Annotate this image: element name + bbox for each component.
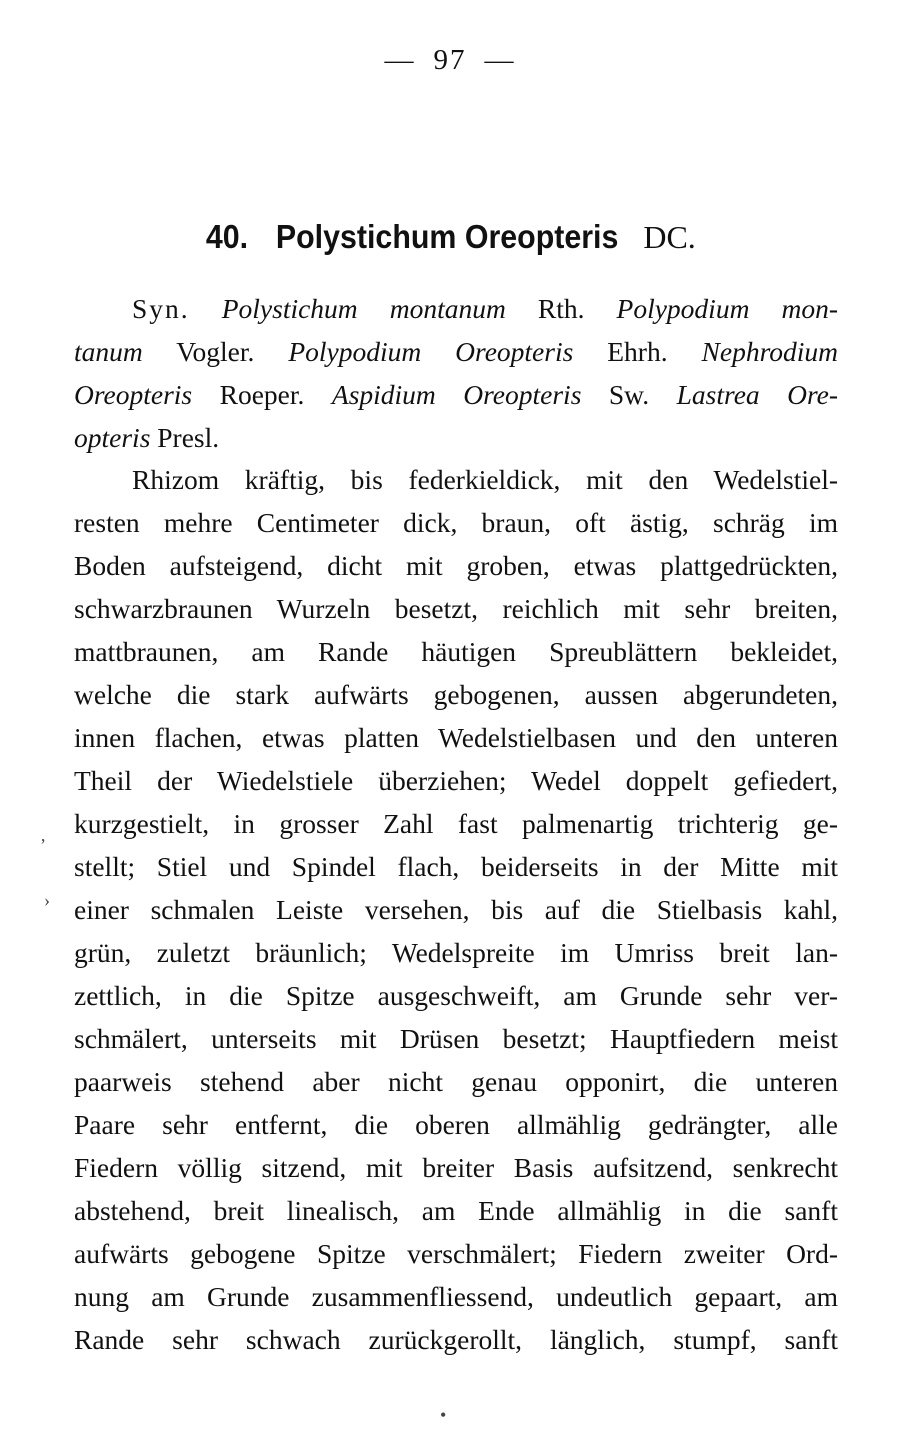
speck-mark: • (440, 1405, 447, 1425)
description-line: welche die stark aufwärts gebogenen, aussen abgerundeten, (74, 679, 838, 710)
description-line: schwarzbraunen Wurzeln besetzt, reichlich mit sehr breiten, (74, 593, 838, 624)
synonym-author: Presl. (157, 422, 220, 453)
synonym-name: Polystichum montanum (221, 293, 506, 324)
description-paragraph (74, 458, 838, 1361)
description-line: Fiedern völlig sitzend, mit breiter Basis aufsitzend, senkrecht (74, 1152, 838, 1183)
synonym-author: Rth. (537, 293, 585, 324)
description-line: abstehend, breit linealisch, am Ende allmählig in die sanft (74, 1195, 838, 1226)
dash-left: — (384, 44, 416, 76)
description-line: einer schmalen Leiste versehen, bis auf die Stielbasis kahl, (74, 894, 838, 925)
synonyms-paragraph (74, 287, 838, 459)
description-line: mattbraunen, am Rande häutigen Spreublättern bekleidet, (74, 636, 838, 667)
description-line: Boden aufsteigend, dicht mit groben, etwas plattgedrückten, (74, 550, 838, 581)
species-heading (0, 217, 900, 257)
description-line: resten mehre Centimeter dick, braun, oft ästig, schräg im (74, 507, 838, 538)
description-line: stellt; Stiel und Spindel flach, beiderseits in der Mitte mit (74, 851, 838, 882)
description-line: innen flachen, etwas platten Wedelstielbasen und den unteren (74, 722, 838, 753)
description-line: Rhizom kräftig, bis federkieldick, mit den Wedelstiel- (132, 464, 838, 495)
synonym-line (74, 330, 838, 373)
speck-mark: › (44, 890, 50, 910)
page-number: 97 (433, 44, 467, 76)
speck-mark: ’ (40, 835, 46, 855)
description-line: Theil der Wiedelstiele überziehen; Wedel doppelt gefiedert, (74, 765, 838, 796)
description-line: Rande sehr schwach zurückgerollt, länglich, stumpf, sanft (74, 1324, 838, 1355)
synonym-author: Roeper. (219, 379, 305, 410)
synonym-name: Lastrea Ore- (676, 379, 839, 410)
synonym-name: Oreopteris (74, 379, 193, 410)
synonym-author: Vogler. (176, 336, 255, 367)
synonyms-label: Syn. (132, 293, 190, 324)
species-number: 40. (206, 218, 249, 255)
synonym-name: Polypodium mon- (616, 293, 838, 324)
synonym-name: Aspidium Oreopteris (331, 379, 582, 410)
description-line: aufwärts gebogene Spitze verschmälert; Fiedern zweiter Ord- (74, 1238, 838, 1269)
synonym-name: Nephrodium (701, 336, 838, 367)
description-line: zettlich, in die Spitze ausgeschweift, am Grunde sehr ver- (74, 980, 838, 1011)
synonym-line (74, 373, 838, 416)
synonym-name: tanum (74, 336, 143, 367)
description-line: kurzgestielt, in grosser Zahl fast palmenartig trichterig ge- (74, 808, 838, 839)
description-line: schmälert, unterseits mit Drüsen besetzt; Hauptfiedern meist (74, 1023, 838, 1054)
synonym-author: Ehrh. (607, 336, 668, 367)
species-author: DC. (643, 219, 696, 255)
species-name: Polystichum Oreopteris (275, 218, 618, 255)
description-line: Paare sehr entfernt, die oberen allmählig gedrängter, alle (74, 1109, 838, 1140)
synonym-name: Polypodium Oreopteris (288, 336, 574, 367)
description-line: nung am Grunde zusammenfliessend, undeutlich gepaart, am (74, 1281, 838, 1312)
description-line: paarweis stehend aber nicht genau opponirt, die unteren (74, 1066, 838, 1097)
page-number-header (0, 44, 900, 77)
synonym-name: opteris (74, 422, 151, 453)
description-line: grün, zuletzt bräunlich; Wedelspreite im Umriss breit lan- (74, 937, 838, 968)
dash-right: — (484, 44, 516, 76)
synonym-line (74, 416, 838, 459)
synonym-author: Sw. (608, 379, 650, 410)
synonym-line (74, 287, 838, 330)
